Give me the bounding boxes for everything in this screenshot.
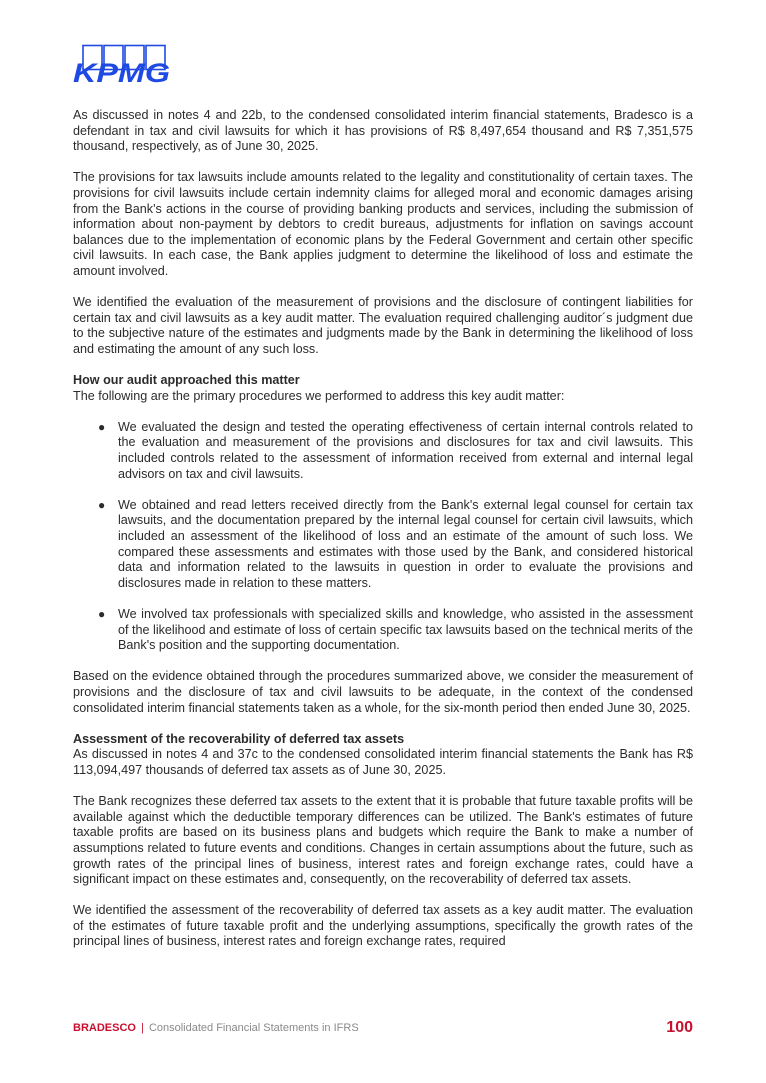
bullet-icon: ● — [98, 419, 106, 434]
deferred-tax-heading: Assessment of the recoverability of deferred tax assets — [73, 731, 405, 746]
list-item-text: We involved tax professionals with specialized skills and knowledge, who assisted in the assessment of the likelihood and estimate of loss of certain specific tax lawsuits based on the technical merits of the Bank's position and the supporting documentation. — [118, 607, 693, 653]
footer-separator: | — [141, 1022, 144, 1034]
deferred-tax-description-paragraph: The Bank recognizes these deferred tax assets to the extent that it is probable that future taxable profits will be available against which the deductible temporary differences can be utilized. The Bank's estimates of future taxable profits are based on its business plans and budgets which require the Bank to make a number of assumptions related to future events and conditions. Changes in certain assumptions about the future, such as growth rates of the principal lines of business, interest rates and foreign exchange rates, could have a significant impact on these estimates and, consequently, on the recoverability of deferred tax assets. — [73, 794, 693, 887]
key-audit-matter-paragraph: We identified the evaluation of the measurement of provisions and the disclosure of contingent liabilities for certain tax and civil lawsuits as a key audit matter. The evaluation required challenging auditor´s judgment due to the subjective nature of the estimates and judgments made by the Bank in determining the likelihood of loss and estimating the amount of any such loss. — [73, 295, 693, 356]
bullet-icon: ● — [98, 607, 106, 621]
document-body — [73, 108, 693, 950]
provisions-conclusion-paragraph: Based on the evidence obtained through the procedures summarized above, we consider the measurement of provisions and the disclosure of tax and civil lawsuits to be adequate, in the context of the condensed consolidated interim financial statements taken as a whole, for the six-month period then ended June 30, 2025. — [73, 669, 693, 715]
page-number: 100 — [666, 1019, 693, 1036]
list-item-text: We obtained and read letters received directly from the Bank's external legal counsel for certain tax lawsuits, and the documentation prepared by the internal legal counsel for certain civil lawsuits, which included an assessment of the likelihood of loss and an estimate of the amount of such loss. We compared these assessments and estimates with those used by the Bank, and considered historical data and information related to the lawsuits in question in order to evaluate the provisions and disclosures made in relation to these matters. — [118, 497, 693, 590]
provisions-description-paragraph: The provisions for tax lawsuits include amounts related to the legality and constitutionality of certain taxes. The provisions for civil lawsuits include certain indemnity claims for alleged moral and economic damages arising from the Bank's actions in the course of providing banking products and services, including the submission of information about non-payment by debtors to credit bureaus, adjustments for inflation on savings account balances due to the implementation of economic plans by the Federal Government and certain other specific civil lawsuits. In each case, the Bank applies judgment to determine the likelihood of loss and estimate the amount involved. — [73, 170, 693, 278]
list-item — [73, 498, 693, 592]
deferred-tax-key-matter-paragraph: We identified the assessment of the recoverability of deferred tax assets as a key audit matter. The evaluation of the estimates of future taxable profit and the underlying assumptions, specifically the growth rates of the principal lines of business, interest rates and foreign exchange rates, required — [73, 903, 693, 949]
audit-procedures-list — [73, 420, 693, 654]
kpmg-logo-text: KPMG — [73, 58, 170, 86]
list-item-text: We evaluated the design and tested the operating effectiveness of certain internal controls related to the evaluation and measurement of the provisions and disclosures for tax and civil lawsuits. This included controls related to the assessment of information received from external and internal legal advisors on tax and civil lawsuits. — [118, 419, 693, 481]
deferred-tax-intro-paragraph: As discussed in notes 4 and 37c to the condensed consolidated interim financial statements the Bank has R$ 113,094,497 thousands of deferred tax assets as of June 30, 2025. — [73, 747, 693, 777]
provisions-intro-paragraph: As discussed in notes 4 and 22b, to the condensed consolidated interim financial statements, Bradesco is a defendant in tax and civil lawsuits for which it has provisions of R$ 8,497,654 thousand and R$ 7,351,575 thousand, respectively, as of June 30, 2025. — [73, 108, 693, 154]
page-footer — [73, 1019, 693, 1040]
audit-approach-intro: The following are the primary procedures we performed to address this key audit matter: — [73, 388, 565, 403]
kpmg-logo — [73, 44, 173, 86]
footer-document-title: Consolidated Financial Statements in IFRS — [148, 1022, 359, 1034]
footer-brand: BRADESCO — [73, 1022, 136, 1034]
audit-approach-heading: How our audit approached this matter — [73, 373, 300, 388]
list-item — [73, 607, 693, 654]
bullet-icon: ● — [98, 497, 106, 512]
list-item — [73, 420, 693, 482]
